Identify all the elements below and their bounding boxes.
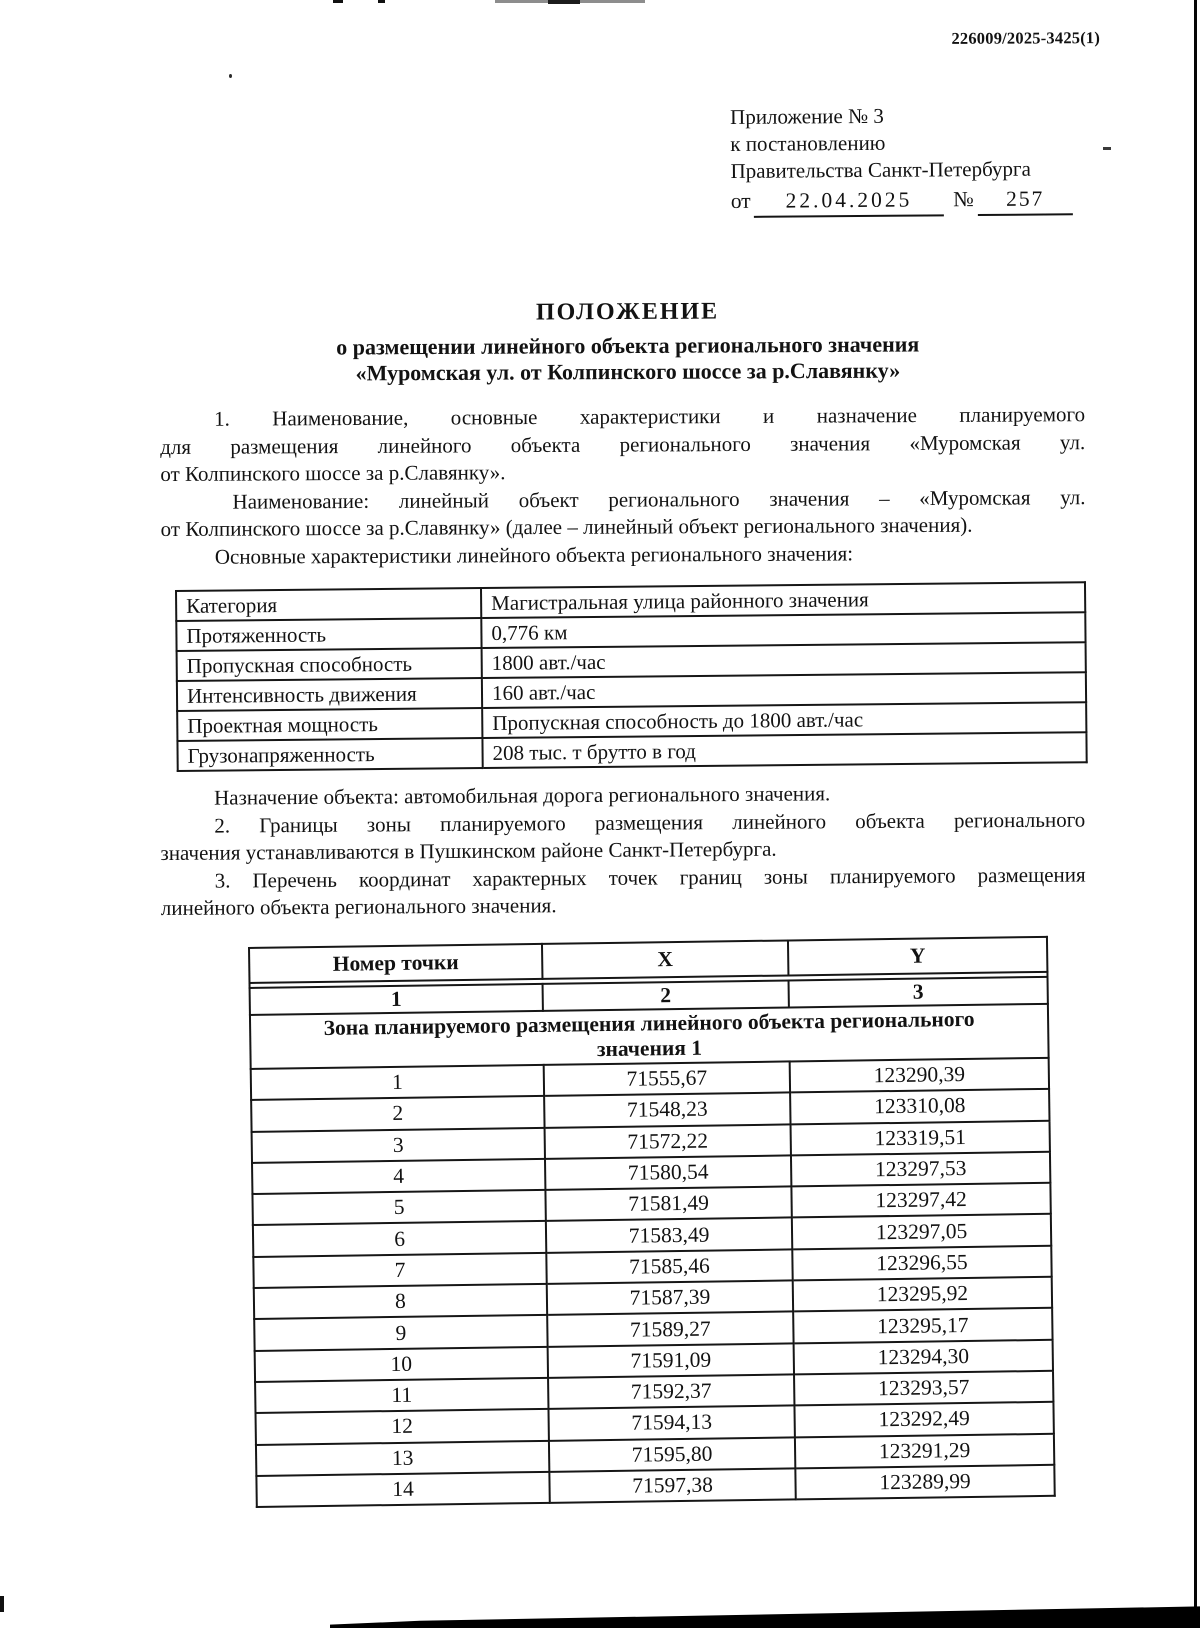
characteristic-label: Интенсивность движения [177,678,482,711]
paragraph-line: линейного объекта регионального значения. [160,893,557,921]
scan-artifact-bottom-mark [0,1596,4,1612]
x-value-cell: 71572,22 [545,1124,791,1159]
paragraph-line: 2. Границы зоны планируемого размещения линейного объекта регионального [214,807,1086,838]
point-number-cell: 5 [252,1190,545,1225]
appendix-header-block [730,101,1073,218]
column-header-x: X [542,940,788,978]
y-value-cell: 123297,53 [791,1152,1050,1187]
y-value-cell: 123293,57 [794,1371,1053,1406]
appendix-line: к постановлению [730,130,886,156]
x-value-cell: 71595,80 [549,1437,795,1472]
title-line: ПОЛОЖЕНИЕ [535,298,720,326]
y-value-cell: 123296,55 [792,1246,1051,1281]
characteristic-value: 1800 авт./час [482,642,1086,678]
document-title [165,297,1090,388]
x-value-cell: 71591,09 [548,1343,794,1378]
column-number: 1 [250,984,543,1015]
decree-date-line [731,185,1073,218]
x-value-cell: 71589,27 [547,1312,793,1347]
point-number-cell: 8 [254,1284,547,1319]
paragraph-line: Основные характеристики линейного объекта регионального значения: [214,541,854,569]
scan-artifact-dot [229,74,232,78]
y-value-cell: 123295,17 [793,1308,1052,1343]
paragraph-line: от Колпинского шоссе за р.Славянку». [160,460,506,487]
y-value-cell: 123291,29 [795,1433,1054,1468]
column-number: 3 [789,977,1048,1008]
x-value-cell: 71594,13 [548,1406,794,1441]
point-number-cell: 12 [256,1409,549,1444]
paragraph-line: Наименование: линейный объект регионального значения – «Муромская ул. [232,484,1086,514]
point-number-cell: 14 [256,1472,549,1507]
body-text-block [160,779,1086,923]
characteristic-label: Пропускная способность [177,648,482,681]
paragraph [161,861,1086,923]
scan-artifact-bottom-bar [0,1604,1200,1628]
date-prefix: от [730,188,751,213]
characteristic-label: Категория [176,588,481,621]
point-number-cell: 11 [255,1378,548,1413]
y-value-cell: 123294,30 [794,1339,1053,1374]
title-line: «Муромская ул. от Колпинского шоссе за р.Славянку» [355,357,901,386]
scan-artifact-dash [1103,147,1111,150]
scan-artifact-top-tick [378,0,385,3]
body-text-block [160,401,1086,571]
point-number-cell: 4 [252,1159,545,1194]
scan-artifact-top-band [548,0,580,4]
y-value-cell: 123290,39 [790,1058,1049,1093]
zone-title-line: Зона планируемого размещения линейного объекта регионального [323,1006,975,1040]
paragraph-line: для размещения линейного объекта регионального значения «Муромская ул. [160,429,1086,459]
y-value-cell: 123289,99 [795,1465,1054,1500]
scan-artifact-top-tick [333,0,343,3]
point-number-cell: 13 [256,1440,549,1475]
point-number-cell: 3 [252,1127,545,1162]
coordinates-table [248,936,1056,1508]
point-number-cell: 2 [251,1096,544,1131]
column-number: 2 [543,980,789,1010]
y-value-cell: 123295,92 [793,1277,1052,1312]
characteristic-value: 0,776 км [481,612,1085,648]
scan-artifact-right-edge-line [1194,0,1197,1628]
characteristic-label: Протяженность [176,618,481,651]
point-number-cell: 6 [253,1221,546,1256]
point-number-cell: 7 [253,1253,546,1288]
point-number-cell: 1 [251,1065,544,1100]
title-line: о размещении линейного объекта регионального значения [336,331,920,360]
characteristic-value: Магистральная улица районного значения [481,582,1085,618]
x-value-cell: 71587,39 [547,1281,793,1316]
characteristic-value: 160 авт./час [482,672,1086,708]
paragraph [161,539,1086,571]
point-number-cell: 10 [255,1347,548,1382]
characteristics-table [175,581,1088,772]
document-number: 226009/2025-3425(1) [951,28,1101,48]
x-value-cell: 71585,46 [546,1249,792,1284]
characteristic-label: Грузонапряженность [177,738,482,771]
paragraph-line: 3. Перечень координат характерных точек границ зоны планируемого размещения [214,862,1086,893]
number-sign: № [953,187,974,212]
paragraph [160,401,1085,489]
x-value-cell: 71592,37 [548,1374,794,1409]
appendix-line: Правительства Санкт-Петербурга [730,156,1031,183]
characteristic-label: Проектная мощность [177,708,482,741]
decree-date: 22.04.2025 [754,186,945,217]
point-number-cell: 9 [254,1315,547,1350]
column-header-point-number: Номер точки [249,944,542,983]
y-value-cell: 123310,08 [790,1089,1049,1124]
x-value-cell: 71597,38 [549,1468,795,1503]
paragraph-line: 1. Наименование, основные характеристики и назначение планируемого [214,402,1086,431]
column-header-y: Y [788,937,1047,976]
x-value-cell: 71580,54 [545,1155,791,1190]
y-value-cell: 123292,49 [794,1402,1053,1437]
paragraph-line: значения устанавливаются в Пушкинском районе Санкт-Петербурга. [160,836,777,866]
paragraph-line: Назначение объекта: автомобильная дорога регионального значения. [214,781,831,810]
characteristic-value: Пропускная способность до 1800 авт./час [482,702,1086,738]
decree-number: 257 [978,185,1073,216]
appendix-line: Приложение № 3 [730,103,884,129]
x-value-cell: 71583,49 [546,1218,792,1253]
paragraph [160,484,1085,544]
y-value-cell: 123297,42 [791,1183,1050,1218]
y-value-cell: 123297,05 [792,1214,1051,1249]
paragraph [160,806,1085,868]
x-value-cell: 71555,67 [544,1061,790,1096]
paragraph-line: от Колпинского шоссе за р.Славянку» (далее – линейный объект регионального значения). [160,513,973,542]
zone-title-line: значения 1 [596,1035,703,1062]
x-value-cell: 71581,49 [545,1187,791,1222]
x-value-cell: 71548,23 [544,1093,790,1128]
y-value-cell: 123319,51 [791,1120,1050,1155]
characteristic-value: 208 тыс. т брутто в год [482,732,1086,768]
